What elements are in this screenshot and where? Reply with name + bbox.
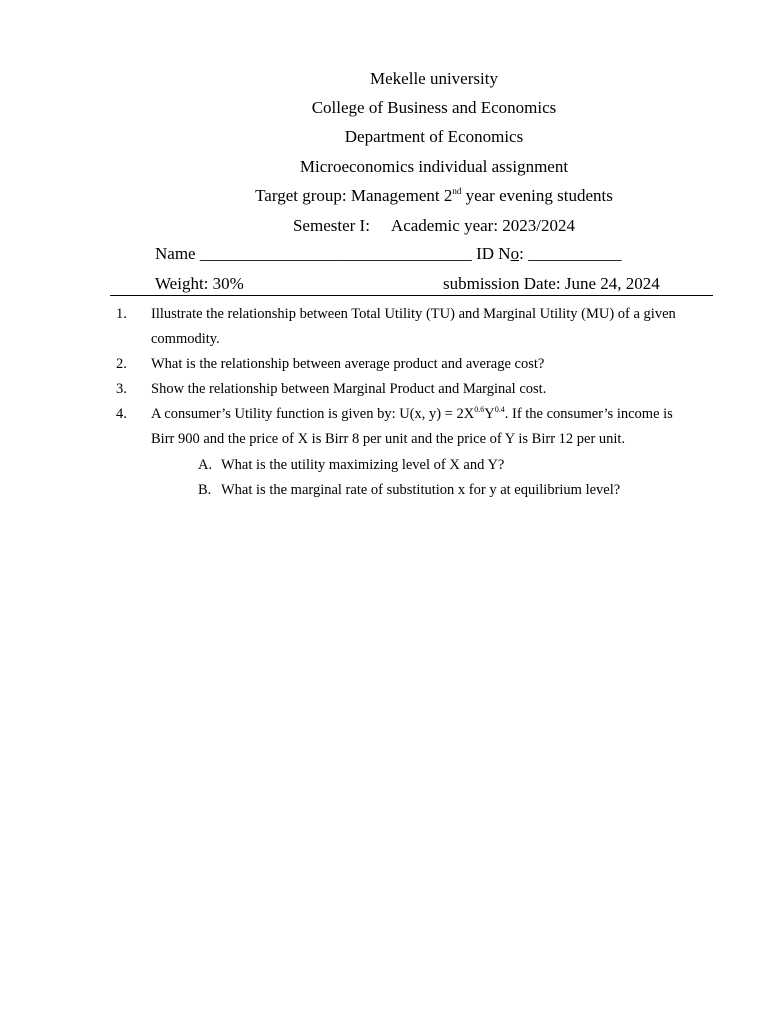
subquestion-b-letter: B.: [198, 482, 212, 498]
header-divider: [110, 295, 713, 296]
question-4-text-line1: A consumer’s Utility function is given by: U(x, $y) = 2X^{0.6}Y^{0.4}$. If the consumer’s income is: [151, 405, 673, 422]
question-4-text-line2: Birr 900 and the price of X is Birr 8 per unit and the price of Y is Birr 12 per unit.: [151, 431, 626, 447]
semester-line: [0, 215, 768, 237]
name-id-line: [155, 243, 622, 265]
question-2-number: 2.: [116, 356, 127, 372]
academic-year: Academic year: 2023/2024: [390, 216, 576, 235]
question-3-number: 3.: [116, 381, 127, 397]
subquestion-b-text: What is the marginal rate of substitution x for y at equilibrium level?: [221, 482, 621, 498]
assignment-title: Microeconomics individual assignment: [299, 157, 569, 176]
subquestion-a-text: What is the utility maximizing level of X and Y?: [221, 457, 505, 473]
id-blank: ___________: [528, 244, 622, 263]
question-1-text-line2: commodity.: [151, 331, 220, 347]
department-title: Department of Economics: [344, 127, 524, 146]
target-group: [0, 185, 768, 209]
exponent-x: 0.6: [474, 405, 485, 414]
target-group-suffix: year evening students: [461, 186, 613, 205]
question-3-text: Show the relationship between Marginal Product and Marginal cost.: [151, 381, 547, 397]
weight-label: Weight: 30%: [155, 274, 244, 293]
subquestion-a-letter: A.: [198, 457, 213, 473]
name-label: Name: [155, 244, 196, 263]
question-1-text-line1: Illustrate the relationship between Total Utility (TU) and Marginal Utility (MU) of a given: [151, 306, 676, 322]
submission-date: submission Date: June 24, 2024: [443, 274, 660, 293]
name-blank: ________________________________: [199, 244, 472, 263]
semester-label: Semester I:: [292, 216, 370, 235]
question-1-number: 1.: [116, 306, 127, 322]
college-title: College of Business and Economics: [311, 98, 557, 117]
university-title: Mekelle university: [370, 69, 498, 88]
target-group-prefix: Target group: Management 2: [255, 186, 453, 205]
id-label: ID No:: [476, 244, 524, 263]
exponent-y: 0.4: [494, 405, 505, 414]
question-4-number: 4.: [116, 406, 127, 422]
question-2-text: What is the relationship between average product and average cost?: [151, 356, 545, 372]
target-group-ordinal: nd: [452, 186, 462, 196]
